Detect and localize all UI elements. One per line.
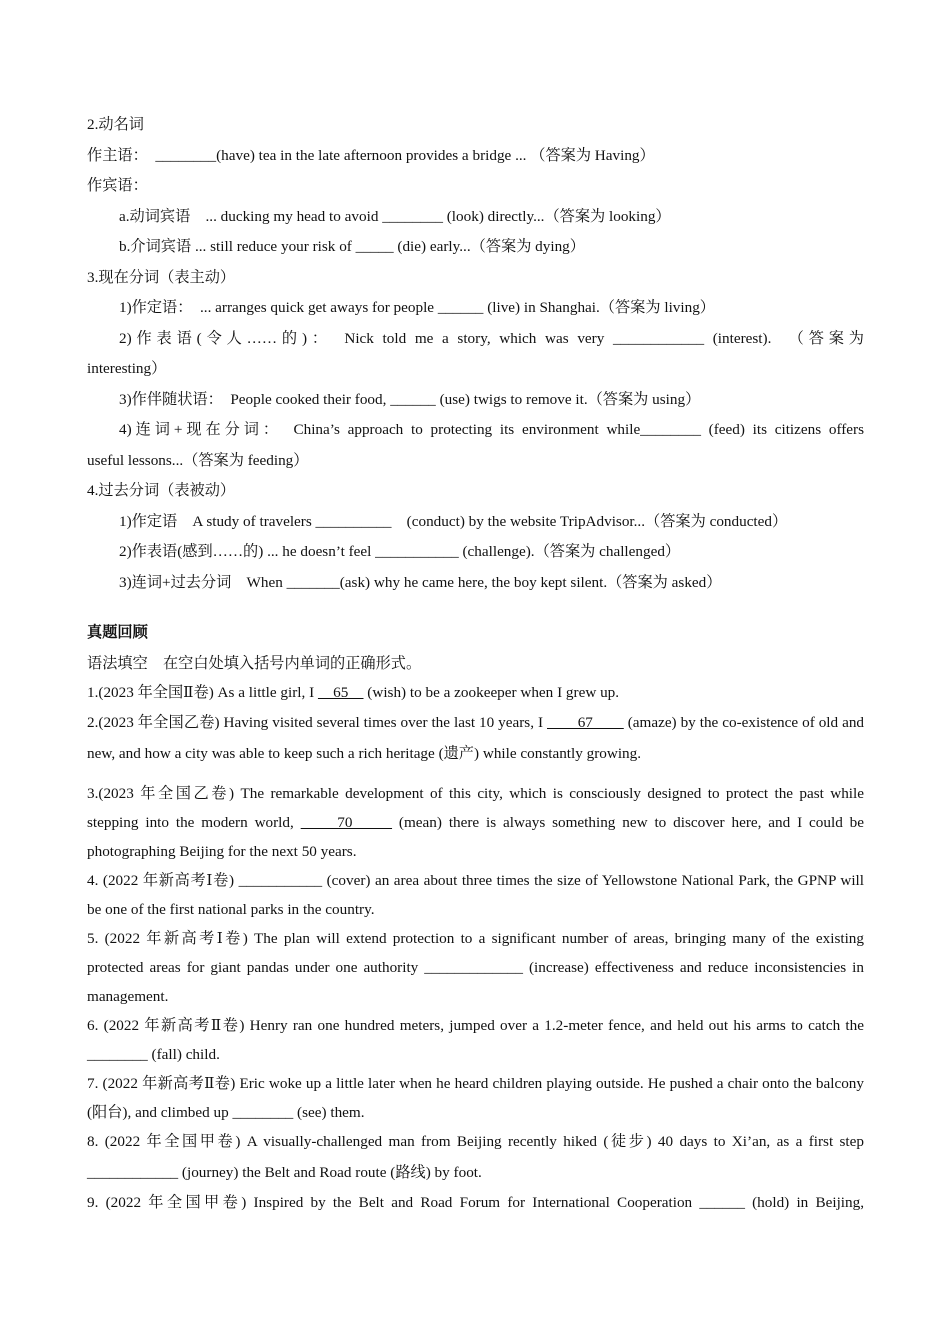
review-instruction: 语法填空 在空白处填入括号内单词的正确形式。	[87, 654, 422, 672]
question-4: 4. (2022 年新高考Ⅰ卷) ___________ (cover) an area about three times the size of Yellowstone National Park, the GPNP will be one of the first national parks in the country.	[87, 872, 864, 918]
question-1-rest: (wish) to be a zookeeper when I grew up.	[363, 683, 620, 701]
question-1-text: 1.(2023 年全国Ⅱ卷) As a little girl, I	[87, 683, 318, 701]
question-2-blank: 67	[547, 714, 624, 731]
question-3-text: 3.(2023 年全国乙卷) The remarkable development of this city, which is consciously designed to protect the past while stepping into the modern world,	[87, 785, 864, 831]
question-9: 9. (2022 年全国甲卷) Inspired by the Belt and Road Forum for International Cooperation ______ (hold) in Beijing,	[87, 1194, 864, 1211]
question-7: 7. (2022 年新高考Ⅱ卷) Eric woke up a little later when he heard children playing outside. He pushed a chair onto the balcony (阳台), and climbed up ________ (see) them.	[87, 1075, 864, 1121]
question-5: 5. (2022 年新高考Ⅰ卷) The plan will extend protection to a significant number of areas, bringing many of the existing protected areas for giant pandas under one authority _____________ (increase) effectiveness and reduce inconsistencies in management.	[87, 930, 864, 1005]
question-1	[87, 678, 864, 709]
present-adverbial-line: 3)作伴随状语： People cooked their food, ______ (use) twigs to remove it.（答案为 using）	[119, 390, 701, 408]
gerund-prep-object-line: b.介词宾语 ... still reduce your risk of _____ (die) early...（答案为 dying）	[119, 238, 585, 255]
past-conjunction-line: 3)连词+过去分词 When _______(ask) why he came here, the boy kept silent.（答案为 asked）	[119, 573, 722, 591]
past-participle-heading: 4.过去分词（表被动）	[87, 482, 236, 499]
past-predicative-line: 2)作表语(感到……的) ... he doesn’t feel ___________ (challenge).（答案为 challenged）	[119, 543, 681, 560]
present-predicative-cont: interesting）	[87, 360, 167, 377]
present-attribute-line: 1)作定语： ... arranges quick get aways for people ______ (live) in Shanghai.（答案为 living）	[119, 299, 715, 316]
gerund-heading: 2.动名词	[87, 116, 144, 133]
gerund-subject-line: 作主语： ________(have) tea in the late afternoon provides a bridge ... （答案为 Having）	[87, 146, 655, 164]
question-2-rest: (amaze) by the co-existence of old and new, and how a city was able to keep such a rich heritage (遗产) while constantly growing.	[87, 714, 865, 762]
page-content	[87, 110, 864, 1219]
question-6: 6. (2022 年新高考Ⅱ卷) Henry ran one hundred meters, jumped over a 1.2-meter fence, and held out his arms to catch the ________ (fall) child.	[87, 1017, 864, 1063]
question-spacer	[87, 769, 864, 779]
question-3-rest: (mean) there is always something new to discover here, and I could be photographing Beijing for the next 50 years.	[87, 814, 864, 860]
review-heading: 真题回顾	[87, 624, 148, 641]
question-3-blank: 70	[300, 814, 393, 831]
present-conjunction-cont: useful lessons...（答案为 feeding）	[87, 451, 309, 469]
present-predicative-line: 2)作表语(令人……的)： Nick told me a story, which was very ____________ (interest). （答案为	[119, 329, 864, 347]
section-spacer	[87, 598, 864, 618]
question-2	[87, 708, 864, 769]
gerund-object-heading: 作宾语：	[87, 177, 148, 194]
past-attribute-line: 1)作定语 A study of travelers __________ (conduct) by the website TripAdvisor...（答案为 conducted）	[119, 512, 788, 530]
question-3	[87, 779, 864, 866]
present-conjunction-line: 4)连词+现在分词： China’s approach to protecting its environment while________ (feed) its citizens offers	[119, 421, 864, 438]
question-2-text: 2.(2023 年全国乙卷) Having visited several times over the last 10 years, I	[87, 714, 547, 731]
question-1-blank: 65	[317, 683, 364, 701]
question-8: 8. (2022 年全国甲卷) A visually-challenged man from Beijing recently hiked (徒步) 40 days to Xi’an, as a first step ____________ (journey) the Belt and Road route (路线) by foot.	[87, 1133, 864, 1181]
present-participle-heading: 3.现在分词（表主动）	[87, 268, 236, 286]
gerund-verb-object-line: a.动词宾语 ... ducking my head to avoid ________ (look) directly...（答案为 looking）	[119, 207, 671, 225]
